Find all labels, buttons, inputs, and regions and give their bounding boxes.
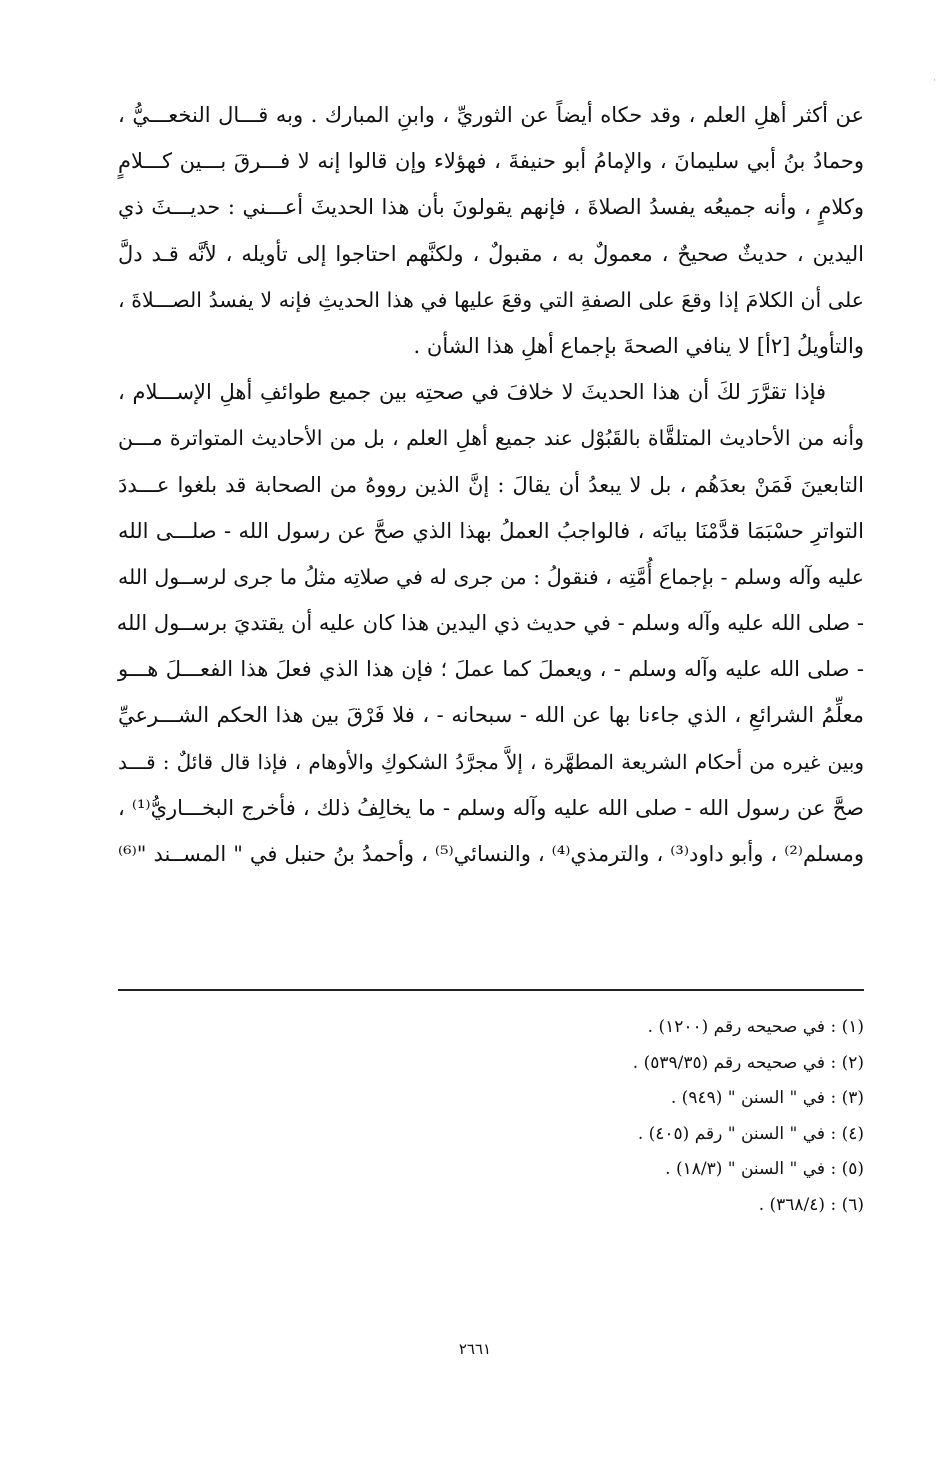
text-line-6: والتأويلُ [٢أ] لا ينافي الصحةَ بإجماع أهلِ هذا الشأن .: [413, 333, 864, 358]
page-number: ٢٦٦١: [458, 1340, 492, 1358]
footnote-6: (٦) : (٣٦٨/٤) .: [758, 1194, 864, 1215]
text-line-5: على أن الكلامَ إذا وقعَ على الصفةِ التي وقعَ عليها في هذا الحديثِ فإنه لا يفسدُ الصـــلاةَ ،: [118, 287, 864, 312]
footnote-2: (٢) : في صحيحه رقم (٥٣٩/٣٥) .: [632, 1052, 864, 1073]
main-text: [118, 92, 864, 877]
text-line-14: معلِّمُ الشرائعِ ، الذي جاءنا بها عن الله - سبحانه - ، فلا فَرْقَ بين هذا الحكم الشـــرعيِّ: [118, 703, 864, 728]
text-line-2: وحمادُ بنُ أبي سليمانَ ، والإمامُ أبو حنيفةَ ، فهؤلاء وإن قالوا إنه لا فـــرقَ بـــين كـــلامٍ: [118, 149, 864, 174]
text-line-9: التابعينَ فَمَنْ بعدَهُم ، بل لا يبعدُ أن يقالَ : إنَّ الذين رووهُ من الصحابة قد بلغوا عـــددَ: [118, 472, 864, 497]
footnote-separator: [118, 989, 864, 991]
scan-mark: ·: [933, 76, 936, 86]
footnote-5: (٥) : في " السنن " (١٨/٣) .: [665, 1159, 864, 1180]
text-line-4: اليدين ، حديثٌ صحيحٌ ، معمولٌ به ، مقبولٌ ، ولكنَّهم احتاجوا إلى تأويله ، لأنَّه قـد دلَّ: [118, 241, 864, 266]
text-line-8: وأنه من الأحاديث المتلقَّاة بالقَبُوْل عند جميع أهلِ العلم ، بل من الأحاديث المتواترة مـــن: [118, 426, 864, 451]
text-line-7: فإذا تقرَّرَ لكَ أن هذا الحديثَ لا خلافَ في صحتِه بين جميع طوائفِ أهلِ الإســـلام ،: [118, 380, 826, 405]
footnotes: [118, 1010, 864, 1224]
text-line-13: - صلى الله عليه وآله وسلم - ، ويعملَ كما عملَ ؛ فإن هذا الذي فعلَ هذا الفعـــلَ هـــو: [118, 657, 864, 682]
text-line-11: عليه وآله وسلم - بإجماع أُمَّتِه ، فنقولُ : من جرى له في صلاتِه مثلُ ما جرى لرســول الله: [118, 564, 864, 589]
text-line-12: - صلى الله عليه وآله وسلم - في حديث ذي اليدين هذا كان عليه أن يقتديَ برســول الله: [116, 611, 864, 636]
text-line-15: وبين غيره من أحكام الشريعة المطهَّرة ، إلاَّ مجرَّدُ الشكوكِ والأوهام ، فإذا قال قائلٌ : قـــد: [118, 749, 864, 774]
text-line-17: ومسلم⁽²⁾ ، وأبو داود⁽³⁾ ، والترمذي⁽⁴⁾ ، والنسائي⁽⁵⁾ ، وأحمدُ بنُ حنبل في " المســند "⁽⁶⁾: [118, 842, 865, 866]
text-line-1: عن أكثر أهلِ العلم ، وقد حكاه أيضاً عن الثوريِّ ، وابنِ المبارك . وبه قـــال النخعـــيُّ ،: [118, 103, 864, 127]
footnote-4: (٤) : في " السنن " رقم (٤٠٥) .: [637, 1123, 864, 1144]
footnote-1: (١) : في صحيحه رقم (١٢٠٠) .: [647, 1017, 864, 1037]
text-line-10: التواترِ حسْبَمَا قدَّمْنَا بيانَه ، فالواجبُ العملُ بهذا الذي صحَّ عن رسول الله - صلـــى الله: [118, 518, 864, 543]
text-line-3: وكلامٍ ، وأنه جميعُه يفسدُ الصلاةَ ، فإنهم يقولونَ بأن هذا الحديثَ أعـــني : حديـــثَ ذي: [118, 195, 864, 220]
text-line-16: صحَّ عن رسول الله - صلى الله عليه وآله وسلم - ما يخالِفُ ذلك ، فأخرج البخـــاريُّ⁽¹⁾ ،: [118, 795, 864, 820]
footnote-3: (٣) : في " السنن " (٩٤٩) .: [670, 1088, 864, 1109]
